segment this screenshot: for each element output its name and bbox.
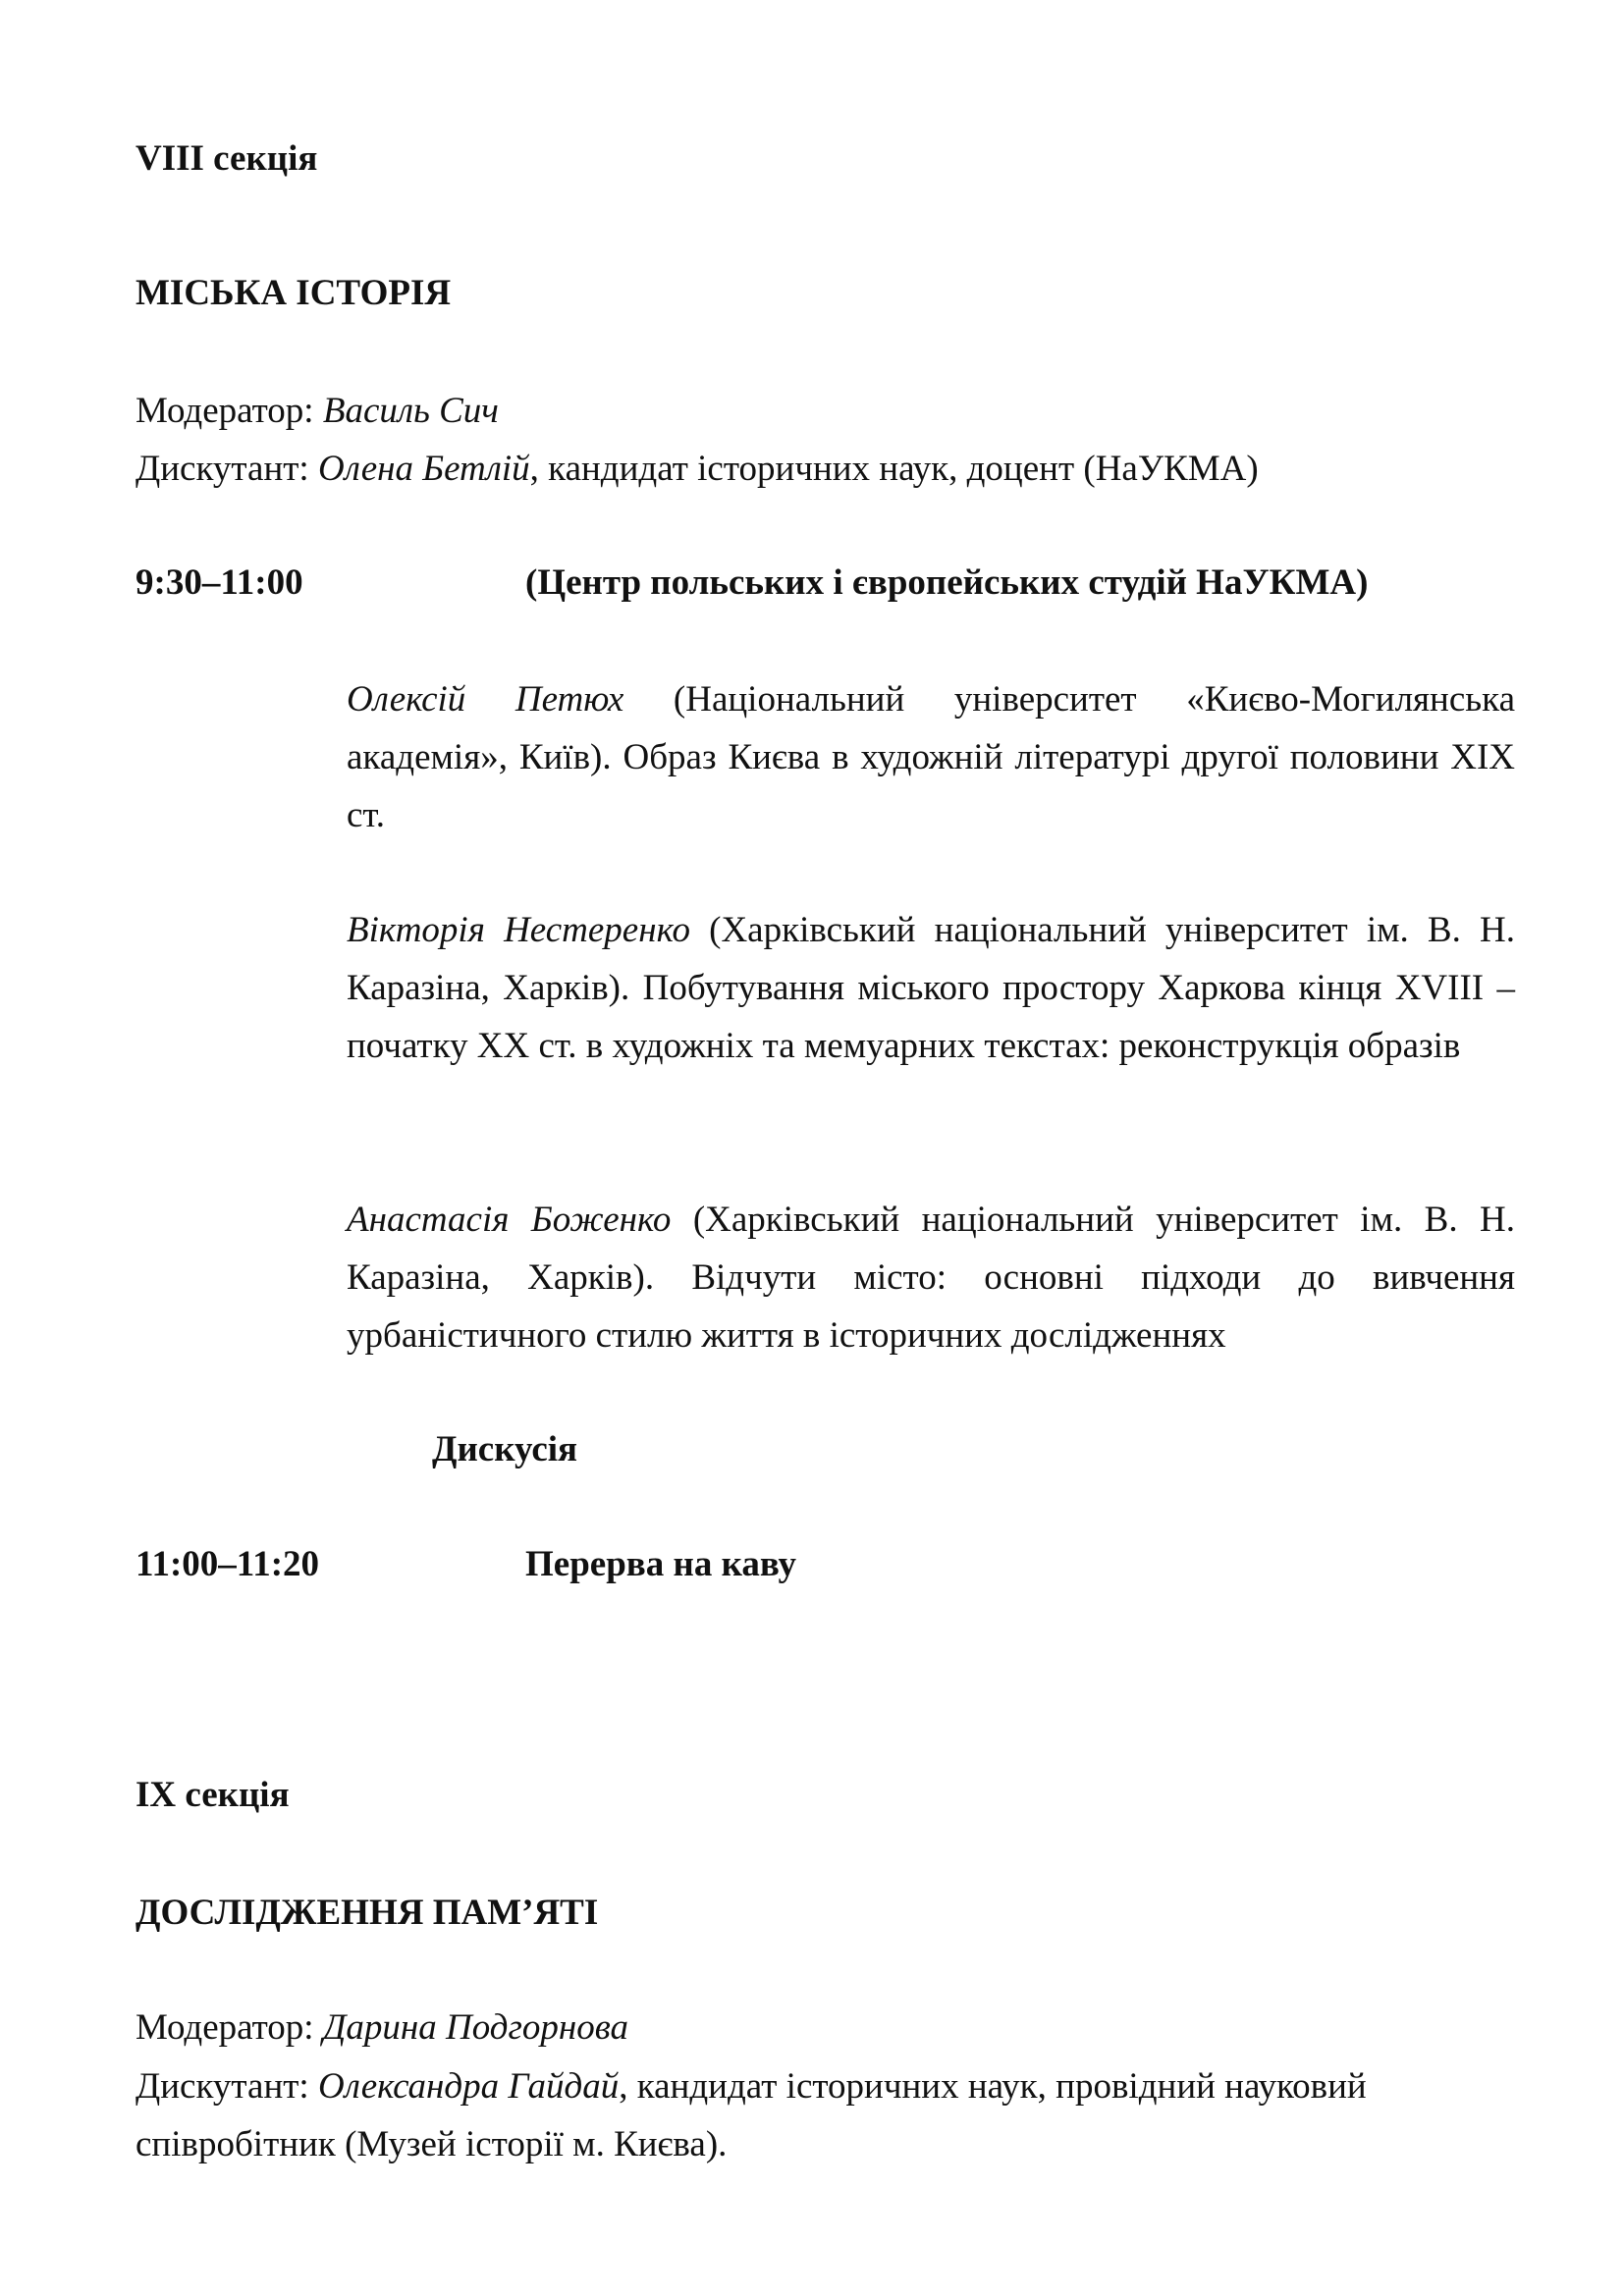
discussant-name: Олександра Гайдай bbox=[317, 2066, 620, 2107]
discussant-label: Дискутант: bbox=[135, 2066, 318, 2107]
discussion-label: Дискусія bbox=[432, 1429, 578, 1469]
discussant-name: Олена Бетлій bbox=[317, 449, 530, 489]
break-time: 11:00–11:20 bbox=[135, 1544, 320, 1584]
session-venue: (Центр польських і європейських студій НаУКМА) bbox=[525, 562, 1369, 603]
paper-entry bbox=[347, 1191, 1515, 1364]
discussant-details: , кандидат історичних наук, провідний науковий bbox=[619, 2066, 1367, 2107]
section9-discussant bbox=[135, 2058, 1367, 2115]
paper-text: (Харківський національний університет ім. В. Н. Каразіна, Харків). Відчути місто: основні підходи до вивчення урбаністичного стилю життя в історичних дослідженнях bbox=[347, 1200, 1515, 1356]
session-time: 9:30–11:00 bbox=[135, 562, 303, 603]
section9-moderator bbox=[135, 2000, 628, 2056]
paper-author: Вікторія Нестеренко bbox=[347, 910, 690, 950]
section9-title: ДОСЛІДЖЕННЯ ПАМ’ЯТІ bbox=[135, 1893, 599, 1933]
section8-title: МІСЬКА ІСТОРІЯ bbox=[135, 273, 452, 313]
moderator-name: Дарина Подгорнова bbox=[322, 2007, 629, 2048]
paper-text: (Харківський національний університет ім. В. Н. Каразіна, Харків). Побутування міського простору Харкова кінця XVIII – початку XX ст. в художніх та мемуарних текстах: реконструкція образів bbox=[347, 910, 1515, 1066]
moderator-name: Василь Сич bbox=[322, 391, 499, 431]
section9-number: IX секція bbox=[135, 1775, 290, 1815]
section8-moderator bbox=[135, 383, 499, 440]
discussant-label: Дискутант: bbox=[135, 449, 318, 489]
moderator-label: Модератор: bbox=[135, 2007, 323, 2048]
section8-discussant bbox=[135, 441, 1259, 498]
break-label: Перерва на каву bbox=[525, 1544, 797, 1584]
moderator-label: Модератор: bbox=[135, 391, 323, 431]
paper-author: Олексій Петюх bbox=[347, 679, 624, 720]
section8-number: VIII секція bbox=[135, 138, 318, 179]
paper-entry bbox=[347, 670, 1515, 844]
section9-discussant-continued: співробітник (Музей історії м. Києва). bbox=[135, 2124, 728, 2164]
paper-entry bbox=[347, 901, 1515, 1075]
paper-text: (Національний університет «Києво-Могилянська академія», Київ). Образ Києва в художній літературі другої половини XIX ст. bbox=[347, 679, 1515, 835]
discussant-details: , кандидат історичних наук, доцент (НаУКМА) bbox=[529, 449, 1259, 489]
paper-author: Анастасія Боженко bbox=[347, 1200, 672, 1240]
